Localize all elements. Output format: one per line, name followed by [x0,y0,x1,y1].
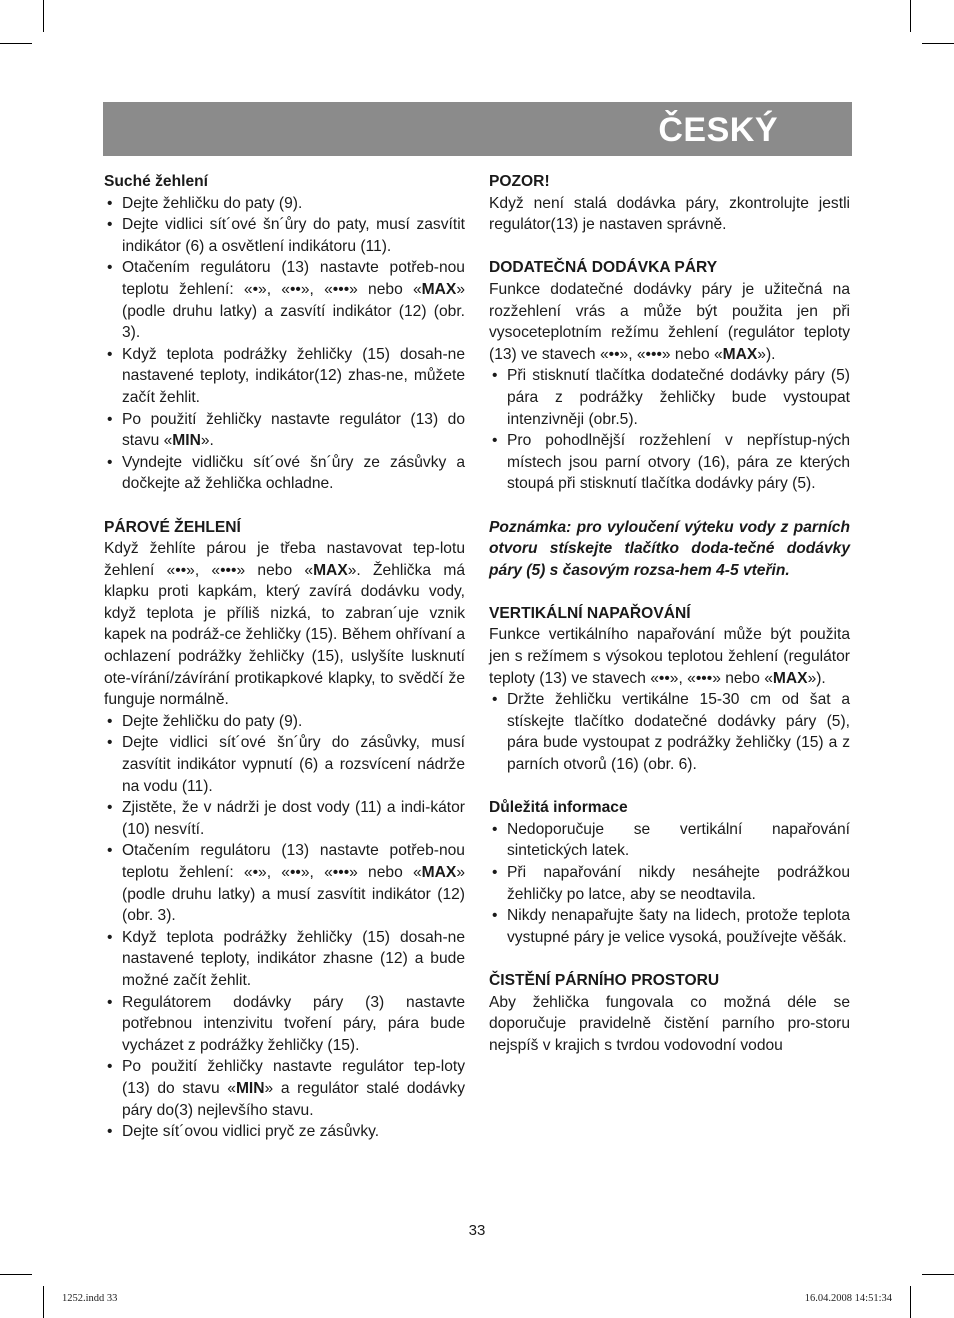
list-item: • Při napařování nikdy nesáhejte podrážkou žehličky po latce, aby se neodtavila. [489,862,850,905]
list-item: • Zjistěte, že v nádrži je dost vody (11) a indi-kátor (10) nesvítí. [104,797,465,840]
list-item: • Dejte vidlici sít´ové šn´ůry do zásůvky, musí zasvítit indikátor vypnutí (6) a rozsvícení nádrže na vodu (11). [104,732,465,797]
spacer [489,776,850,798]
paragraph: Funkce dodatečné dodávky páry je užitečná na rozžehlení vrás a může být použita jen při vysoceteplotním režímu žehlení (regulátor teploty (13) ve stavech «••», «•••» nebo «MAX»). [489,280,850,363]
crop-mark [922,43,954,44]
page-number: 33 [468,1222,486,1239]
print-slug-file: 1252.indd 33 [62,1293,118,1304]
crop-mark [0,1274,32,1275]
list-item: • Nedoporučuje se vertikální napařování sintetických latek. [489,819,850,862]
section-heading: PÁROVÉ ŽEHLENÍ [104,518,241,536]
language-header-bar [103,102,852,156]
paragraph: Když žehlíte párou je třeba nastavovat tep-lotu žehlení «••», «•••» nebo «MAX». Žehlička má klapku proti kapkám, který zavírá dodávku vody, když teplota je příliš nizká, to zabran´uje vznik kapek na podráž-ce žehličky (15). Během ohřívaní a ochlazení podrážky žehličky (15), uslyšíte lusknutí ote-vírání/závírání protikapkové klapky, to svědčí že funguje normálně. [104,540,465,709]
list-item: • Když teplota podrážky žehličky (15) dosah-ne nastavené teploty, indikátor zhasne (12) a bude možné začít žehlit. [104,927,465,992]
list-item: • Dejte žehličku do paty (9). [104,193,465,215]
section-heading: VERTIKÁLNÍ NAPAŘOVÁNÍ [489,604,691,622]
crop-mark [910,0,911,32]
section-heading: Suché žehlení [104,173,208,190]
spacer [489,581,850,603]
crop-mark [910,1286,911,1318]
list-item: • Po použití žehličky nastavte regulátor (13) do stavu «MIN». [104,409,465,452]
list-item: • Po použití žehličky nastavte regulátor tep-loty (13) do stavu «MIN» a regulátor stalé dodávky páry do(3) nejlevšího stavu. [104,1056,465,1121]
section-heading: POZOR! [489,173,550,190]
spacer [104,495,465,517]
crop-mark [922,1274,954,1275]
print-slug-date: 16.04.2008 14:51:34 [804,1293,892,1304]
bullet-list [489,819,850,949]
paragraph: Když není stalá dodávka páry, zkontrolujte jestli regulátor(13) je nastaven správně. [489,194,850,234]
crop-mark [43,1286,44,1318]
list-item: • Pro pohodlnější rozžehlení v nepřístup-ných místech jsou parní otvory (16), pára ze kterých stoupá při stisknutí tlačítka dodávky páry (5). [489,430,850,495]
list-item: • Držte žehličku vertikálne 15-30 cm od šat a stískejte tlačítko dodatečné dodávky páry (5), pára bude vystoupat z podrážky žehličky (15) a z parních otvorů (16) (obr. 6). [489,689,850,775]
crop-mark [43,0,44,32]
bullet-list [489,689,850,775]
language-title: ČESKÝ [658,111,778,149]
bullet-list [489,365,850,495]
crop-mark [0,43,32,44]
section-heading: ČISTĚNÍ PÁRNÍHO PROSTORU [489,971,720,989]
paragraph: Funkce vertikálního napařování může být použita jen s režímem s výsokou teplotou žehlení (regulátor teploty (13) ve stavech «••», «•••» nebo «MAX»). [489,626,850,687]
list-item: • Otačením regulátoru (13) nastavte potřeb-nou teplotu žehlení: «•», «••», «•••» nebo «MAX» (podle druhu latky) a zasvítí indikátor (12) (obr. 3). [104,257,465,343]
list-item: • Dejte sít´ovou vidlici pryč ze zásůvky. [104,1121,465,1143]
right-column [489,171,850,1056]
bullet-list [104,193,465,495]
bullet-list [104,711,465,1143]
list-item: • Otačením regulátoru (13) nastavte potřeb-nou teplotu žehlení: «•», «••», «•••» nebo «MAX» (podle druhu latky) a musí zasvítit indikátor (12) (obr. 3). [104,840,465,926]
list-item: • Když teplota podrážky žehličky (15) dosah-ne nastavené teploty, indikátor(12) zhas-ne, můžete začít žehlit. [104,344,465,409]
list-item: • Dejte žehličku do paty (9). [104,711,465,733]
list-item: • Vyndejte vidličku sít´ové šn´ůry ze zásůvky a dočkejte až žehlička ochladne. [104,452,465,495]
left-column [104,171,465,1143]
spacer [489,948,850,970]
list-item: • Regulátorem dodávky páry (3) nastavte potřebnou intenzivitu tvoření páry, pára bude vycházet z podrážky žehličky (15). [104,992,465,1057]
list-item: • Při stisknutí tlačítka dodatečné dodávky páry (5) pára z podrážky žehličky bude vystoupat intenzivněji (obr.5). [489,365,850,430]
spacer [489,495,850,517]
note-paragraph: Poznámka: pro vyloučení výteku vody z parních otvoru stískejte tlačítko doda-tečné dodávky páry (5) s časovým rozsa-hem 4-5 vteřin. [489,518,850,579]
spacer [489,236,850,258]
section-heading: DODATEČNÁ DODÁVKA PÁRY [489,259,718,277]
paragraph: Aby žehlička fungovala co možná déle se doporučuje pravidelně čistění parního pro-storu nejspíš v krajich s tvrdou vodovodní vodou [489,993,850,1054]
section-heading: Důležitá informace [489,799,628,817]
list-item: • Dejte vidlici sít´ové šn´ůry do paty, musí zasvítit indikátor (6) a osvětlení indikátoru (11). [104,214,465,257]
list-item: • Nikdy nenapařujte šaty na lidech, protože teplota vystupné páry je velice vysoká, používejte věšák. [489,905,850,948]
